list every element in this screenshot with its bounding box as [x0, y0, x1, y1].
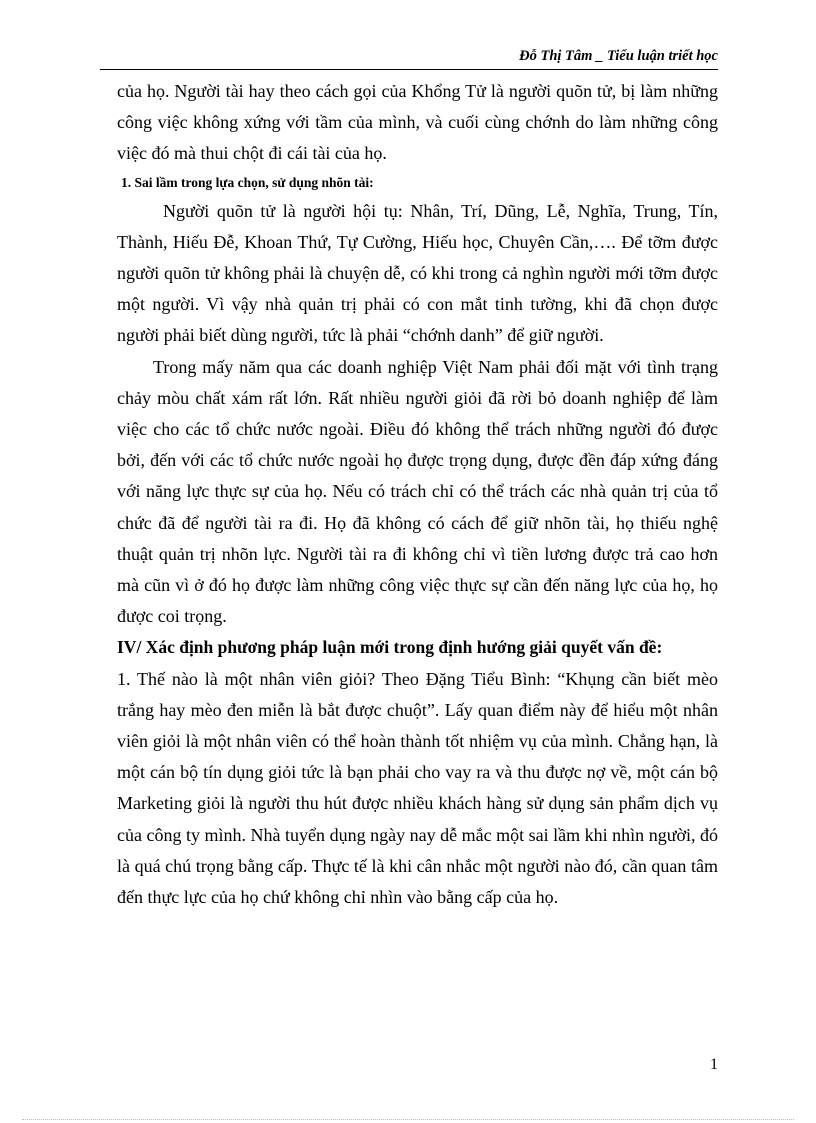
page-bottom-divider: [22, 1119, 794, 1120]
paragraph-brain-drain: Trong mấy năm qua các doanh nghiệp Việt Nam phải đối mặt với tình trạng chảy mòu chất xám rất lớn. Rất nhiều người giỏi đã rời bỏ doanh nghiệp để làm việc cho các tổ chức nước ngoài. Điều đó không thể trách những người đó được bởi, đến với các tổ chức nước ngoài họ được trọng dụng, được đền đáp xứng đáng với năng lực thực sự của họ. Nếu có trách chỉ có thể trách các nhà quản trị của tổ chức đã để người tài ra đi. Họ đã không có cách để giữ nhõn tài, họ thiếu nghệ thuật quản trị nhõn lực. Người tài ra đi không chỉ vì tiền lương được trả cao hơn mà cũn vì ở đó họ được làm những công việc thực sự cần đến năng lực của họ, họ được coi trọng.: [117, 356, 718, 627]
page-number: 1: [710, 1056, 718, 1073]
paragraph-good-employee: 1. Thế nào là một nhân viên giỏi? Theo Đặng Tiểu Bình: “Khụng cần biết mèo trắng hay mèo đen miễn là bắt được chuột”. Lấy quan điểm này để hiểu một nhân viên giỏi là một nhân viên có thể hoàn thành tốt nhiệm vụ của mình. Chẳng hạn, là một cán bộ tín dụng giỏi tức là bạn phải cho vay ra và thu được nợ về, một cán bộ Marketing giỏi là người thu hút được nhiều khách hàng sử dụng sản phẩm dịch vụ của công ty mình. Nhà tuyển dụng ngày nay dễ mắc một sai lầm khi nhìn người, đó là quá chú trọng bằng cấp. Thực tế là khi cân nhắc một người nào đó, cần quan tâm đến thực lực của họ chứ không chỉ nhìn vào bằng cấp của họ.: [117, 668, 718, 908]
subheading-mistakes: 1. Sai lầm trong lựa chọn, sử dụng nhõn tài:: [121, 174, 374, 190]
section-heading-iv: IV/ Xác định phương pháp luận mới trong định hướng giải quyết vấn đề:: [117, 637, 663, 658]
body-text: [117, 76, 718, 913]
paragraph-gentleman: Người quõn tử là người hội tụ: Nhân, Trí, Dũng, Lễ, Nghĩa, Trung, Tín, Thành, Hiếu Đễ, Khoan Thứ, Tự Cường, Hiếu học, Chuyên Cần,…. Để tỡm được người quõn tử không phải là chuyện dễ, có khi trong cả nghìn người mới tỡm được một người. Vì vậy nhà quản trị phải có con mắt tinh tường, khi đã chọn được người phải biết dùng người, tức là phải “chớnh danh” để giữ người.: [117, 200, 718, 346]
running-header: Đỗ Thị Tâm _ Tiểu luận triết học: [100, 48, 718, 70]
paragraph-continuation: của họ. Người tài hay theo cách gọi của Khổng Tử là người quõn tử, bị làm những công việc không xứng với tầm của mình, và cuối cùng chớnh do làm những công việc đó mà thui chột đi cái tài của họ.: [117, 81, 718, 164]
